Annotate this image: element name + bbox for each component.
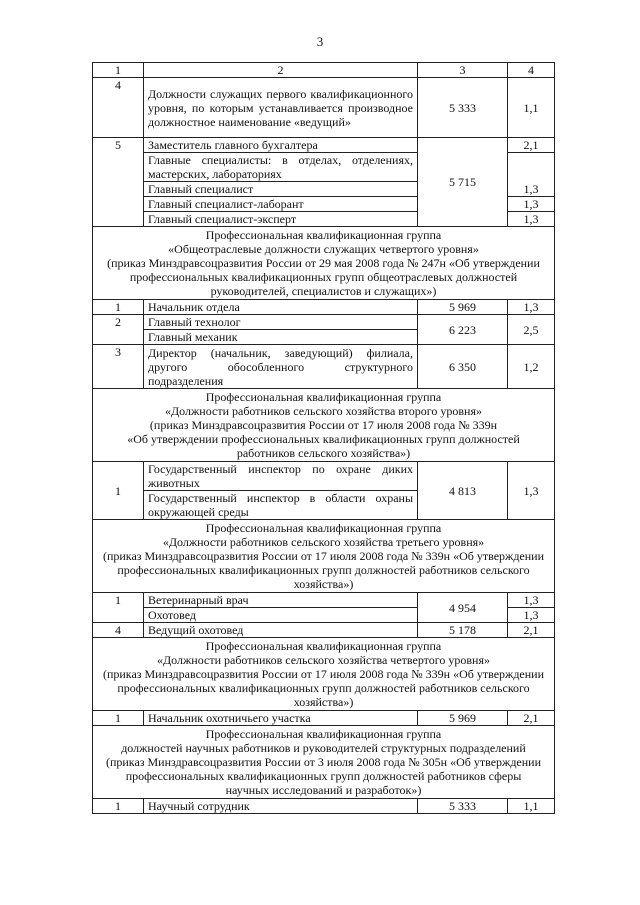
coefficient-cell: 2,1 xyxy=(508,711,555,726)
group-heading-line: Профессиональная квалификационная группа xyxy=(205,390,442,404)
group-heading xyxy=(93,638,555,711)
group-heading-row xyxy=(93,726,555,799)
group-heading xyxy=(93,520,555,593)
group-heading-row xyxy=(93,520,555,593)
group-heading-row xyxy=(93,389,555,462)
table-row xyxy=(93,138,555,153)
position-cell: Главные специалисты: в отделах, отделениях, мастерских, лабораториях xyxy=(144,153,418,182)
group-heading-line: (приказ Минздравсоцразвития России от 17 июля 2008 года № 339н «Об утверждении xyxy=(102,549,545,563)
position-cell: Главный специалист-лаборант xyxy=(144,197,418,212)
group-heading-line: профессиональных квалификационных групп общеотраслевых должностей xyxy=(129,270,518,284)
page-number: 3 xyxy=(316,34,324,49)
group-heading-line: (приказ Минздравсоцразвития России от 17 июля 2008 года № 339н xyxy=(149,418,498,432)
salary-table xyxy=(92,62,555,814)
coefficient-cell: 2,1 xyxy=(508,623,555,638)
group-heading-line: Профессиональная квалификационная группа xyxy=(205,727,442,741)
group-heading-line: (приказ Минздравсоцразвития России от 29 мая 2008 года № 247н «Об утверждении xyxy=(107,256,540,270)
group-heading-line: Профессиональная квалификационная группа xyxy=(205,228,442,242)
position-cell: Научный сотрудник xyxy=(144,799,418,814)
position-cell: Главный специалист xyxy=(144,182,418,197)
salary-cell: 5 969 xyxy=(418,711,508,726)
header-col-1: 1 xyxy=(93,63,144,78)
group-heading xyxy=(93,389,555,462)
table-row xyxy=(93,315,555,330)
group-heading-line: (приказ Минздравсоцразвития России от 17 июля 2008 года № 339н «Об утверждении xyxy=(102,667,545,681)
position-cell: Заместитель главного бухгалтера xyxy=(144,138,418,153)
salary-cell: 5 333 xyxy=(418,799,508,814)
position-cell: Главный специалист-эксперт xyxy=(144,212,418,227)
position-cell: Главный механик xyxy=(144,330,418,345)
group-heading-line: (приказ Минздравсоцразвития России от 3 июля 2008 года № 305н «Об утверждении xyxy=(105,755,542,769)
coefficient-cell: 2,5 xyxy=(508,315,555,345)
row-number: 3 xyxy=(93,345,144,389)
salary-cell: 6 223 xyxy=(418,315,508,345)
position-cell: Директор (начальник, заведующий) филиала, другого обособленного структурного подразделения xyxy=(144,345,418,389)
table-row xyxy=(93,623,555,638)
coefficient-cell: 1,3 xyxy=(508,462,555,520)
group-heading-line: «Должности работников сельского хозяйства второго уровня» xyxy=(164,404,482,418)
group-heading-line: Профессиональная квалификационная группа xyxy=(205,639,442,653)
salary-cell: 5 969 xyxy=(418,300,508,315)
coefficient-cell: 1,3 xyxy=(508,593,555,608)
salary-cell: 5 178 xyxy=(418,623,508,638)
table-row xyxy=(93,345,555,389)
group-heading-line: «Должности работников сельского хозяйства третьего уровня» xyxy=(162,535,485,549)
coefficient-cell: 1,3 xyxy=(508,212,555,227)
position-cell: Охотовед xyxy=(144,608,418,623)
row-number: 1 xyxy=(93,593,144,623)
coefficient-cell: 1,3 xyxy=(508,608,555,623)
coefficient-cell: 2,1 xyxy=(508,138,555,153)
group-heading-line: должностей научных работников и руководителей структурных подразделений xyxy=(121,741,526,755)
coefficient-cell: 1,2 xyxy=(508,345,555,389)
position-cell: Начальник отдела xyxy=(144,300,418,315)
table-header-row xyxy=(93,63,555,78)
coefficient-cell: 1,3 xyxy=(508,300,555,315)
position-cell: Ветеринарный врач xyxy=(144,593,418,608)
position-cell: Государственный инспектор в области охраны окружающей среды xyxy=(144,491,418,520)
group-heading-row xyxy=(93,227,555,300)
group-heading-line: профессиональных квалификационных групп должностей работников сельского xyxy=(117,681,530,695)
group-heading-line: Профессиональная квалификационная группа xyxy=(205,521,442,535)
table-row xyxy=(93,78,555,138)
position-cell: Ведущий охотовед xyxy=(144,623,418,638)
position-cell: Государственный инспектор по охране диких животных xyxy=(144,462,418,491)
row-number: 5 xyxy=(93,138,144,227)
group-heading-line: работников сельского хозяйства») xyxy=(236,446,411,460)
salary-cell: 5 715 xyxy=(418,138,508,227)
group-heading-line: профессиональных квалификационных групп должностей работников сферы xyxy=(125,769,522,783)
group-heading-line: руководителей, специалистов и служащих») xyxy=(210,284,437,298)
coefficient-cell: 1,3 xyxy=(508,197,555,212)
salary-cell: 4 813 xyxy=(418,462,508,520)
header-col-2: 2 xyxy=(144,63,418,78)
coefficient-cell: 1,1 xyxy=(508,799,555,814)
row-number: 1 xyxy=(93,300,144,315)
table-row xyxy=(93,799,555,814)
row-number: 2 xyxy=(93,315,144,345)
position-cell: Должности служащих первого квалификационного уровня, по которым устанавливается производное должностное наименование «ведущий» xyxy=(144,78,418,138)
row-number: 1 xyxy=(93,462,144,520)
table-row xyxy=(93,593,555,608)
group-heading-line: «Должности работников сельского хозяйства четвертого уровня» xyxy=(156,653,490,667)
row-number: 4 xyxy=(93,78,144,138)
salary-cell: 6 350 xyxy=(418,345,508,389)
group-heading xyxy=(93,726,555,799)
row-number: 1 xyxy=(93,799,144,814)
header-col-4: 4 xyxy=(508,63,555,78)
group-heading xyxy=(93,227,555,300)
table-row xyxy=(93,711,555,726)
group-heading-line: «Общеотраслевые должности служащих четвертого уровня» xyxy=(168,242,479,256)
salary-cell: 4 954 xyxy=(418,593,508,623)
table-row xyxy=(93,300,555,315)
group-heading-line: хозяйства») xyxy=(293,695,354,709)
group-heading-line: хозяйства») xyxy=(293,577,354,591)
coefficient-cell: 1,3 xyxy=(508,153,555,197)
position-cell: Начальник охотничьего участка xyxy=(144,711,418,726)
row-number: 1 xyxy=(93,711,144,726)
header-col-3: 3 xyxy=(418,63,508,78)
group-heading-line: «Об утверждении профессиональных квалификационных групп должностей xyxy=(127,432,520,446)
group-heading-row xyxy=(93,638,555,711)
table-row xyxy=(93,462,555,491)
group-heading-line: научных исследований и разработок») xyxy=(225,783,422,797)
coefficient-cell: 1,1 xyxy=(508,78,555,138)
row-number: 4 xyxy=(93,623,144,638)
position-cell: Главный технолог xyxy=(144,315,418,330)
group-heading-line: профессиональных квалификационных групп должностей работников сельского xyxy=(117,563,530,577)
salary-cell: 5 333 xyxy=(418,78,508,138)
